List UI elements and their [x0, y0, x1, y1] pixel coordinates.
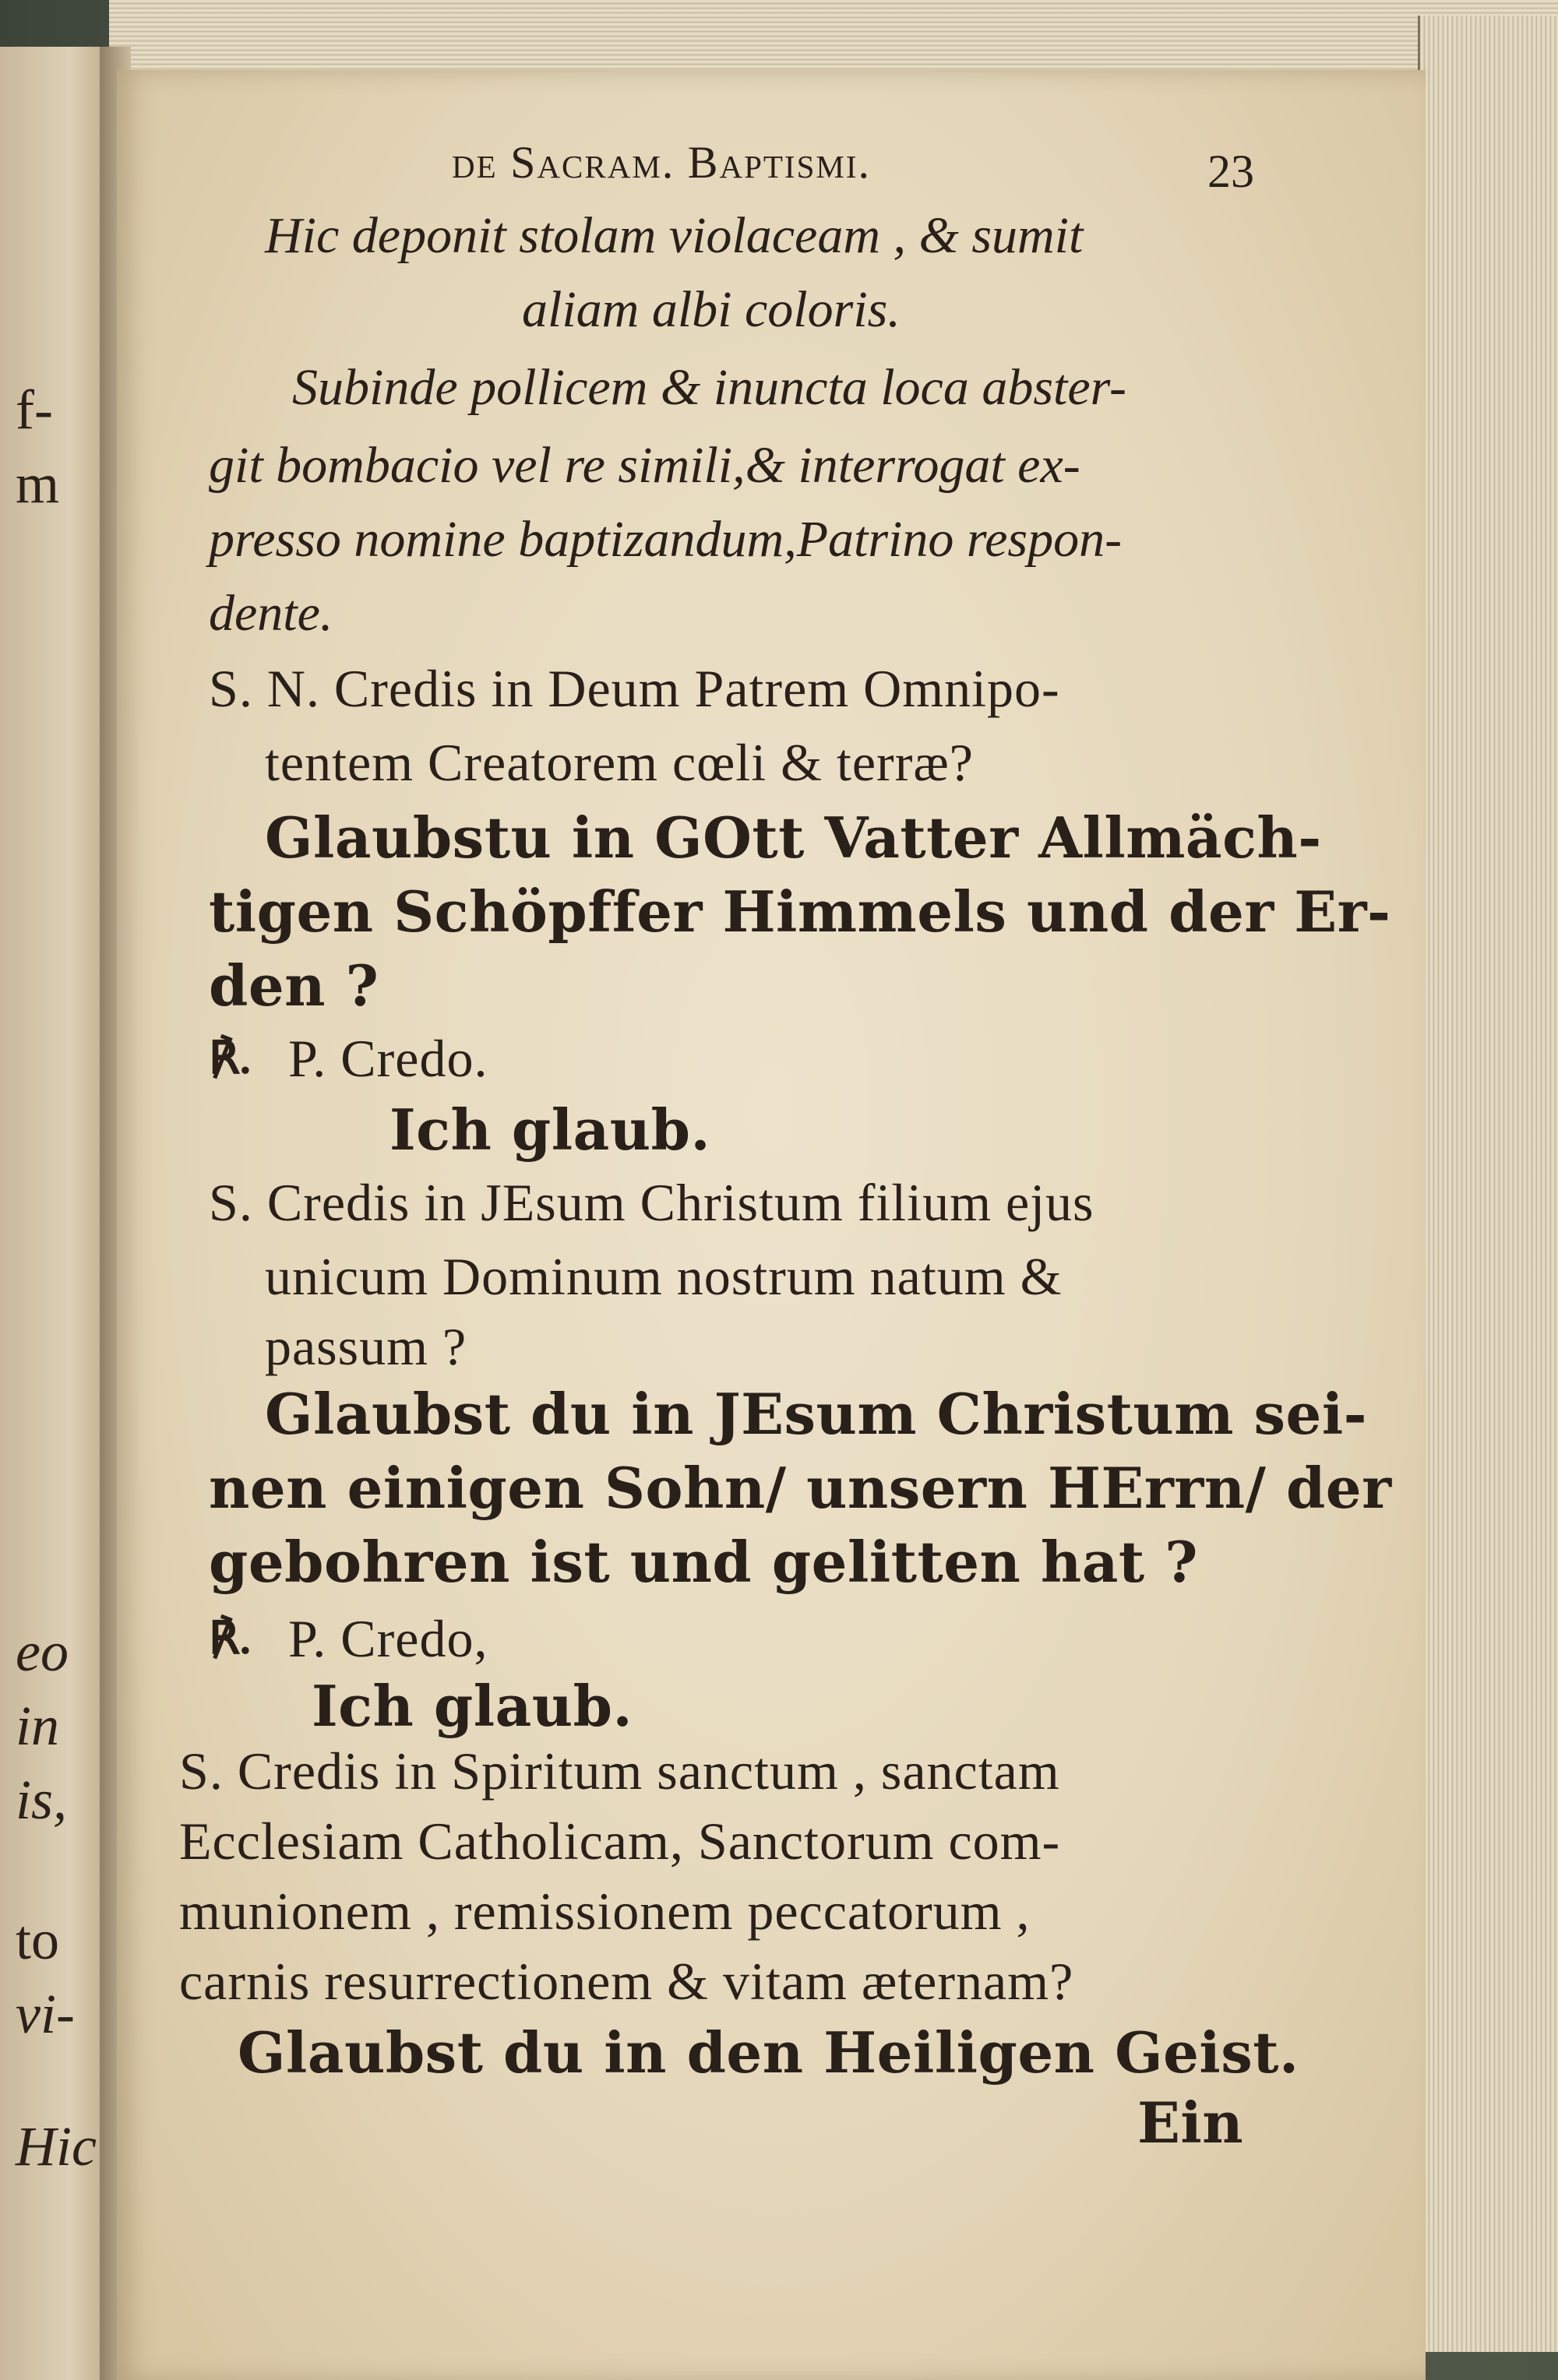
response-latin: P. Credo. [288, 1029, 488, 1088]
book-page [117, 70, 1426, 2380]
rubric-line: dente. [209, 585, 333, 642]
left-fragment-text: in [16, 1695, 60, 1757]
response-latin: P. Credo, [288, 1609, 488, 1668]
left-fragment-text: Hic [16, 2115, 97, 2178]
rubric-line: Hic deponit stolam violaceam , & sumit [265, 207, 1084, 264]
question-latin-line: Ecclesiam Catholicam, Sanctorum com- [179, 1811, 1061, 1871]
top-page-edges [109, 0, 1558, 78]
left-fragment-text: is, [16, 1769, 68, 1831]
rubric-line: aliam albi coloris. [522, 281, 901, 338]
left-fragment-text: f- [16, 378, 53, 441]
question-latin-line: S. Credis in JEsum Christum filium ejus [209, 1173, 1094, 1232]
question-latin-line: tentem Creatorem cœli & terræ? [265, 733, 974, 792]
left-fragment-text: eo [16, 1621, 69, 1683]
rubric-line: presso nomine baptizandum,Patrino respon- [209, 511, 1123, 568]
question-german-line: den ? [209, 952, 379, 1019]
question-german-line: Glaubst du in den Heiligen Geist. [238, 2019, 1299, 2086]
question-latin-line: carnis resurrectionem & vitam æternam? [179, 1952, 1074, 2011]
right-page-edges [1418, 16, 1558, 2352]
question-german-line: Glaubst du in JEsum Christum sei- [265, 1381, 1368, 1447]
catchword: Ein [1137, 2090, 1244, 2156]
response-symbol: ℟. [209, 1613, 252, 1664]
running-title: de Sacram. Baptismi. [452, 137, 871, 188]
rubric-line: Subinde pollicem & inuncta loca abster- [292, 359, 1126, 416]
left-fragment-text: vi- [16, 1983, 75, 2045]
question-latin-line: passum ? [265, 1317, 467, 1376]
question-german-line: tigen Schöpffer Himmels und der Er- [209, 878, 1391, 945]
question-latin-line: unicum Dominum nostrum natum & [265, 1247, 1063, 1306]
question-latin-line: munionem , remissionem peccatorum , [179, 1882, 1031, 1941]
rubric-line: git bombacio vel re simili,& interrogat ex- [209, 437, 1080, 494]
question-german-line: Glaubstu in GOtt Vatter Allmäch- [265, 804, 1322, 871]
question-german-line: gebohren ist und gelitten hat ? [209, 1529, 1198, 1595]
question-latin-line: S. N. Credis in Deum Patrem Omnipo- [209, 659, 1060, 718]
response-symbol: ℟. [209, 1033, 252, 1083]
left-fragment-text: to [16, 1909, 60, 1971]
question-german-line: nen einigen Sohn/ unsern HErrn/ der [209, 1455, 1392, 1521]
response-german: Ich glaub. [312, 1673, 633, 1739]
left-fragment-text: m [16, 452, 60, 515]
response-german: Ich glaub. [390, 1097, 711, 1163]
page-number: 23 [1207, 146, 1254, 197]
question-latin-line: S. Credis in Spiritum sanctum , sanctam [179, 1741, 1060, 1801]
